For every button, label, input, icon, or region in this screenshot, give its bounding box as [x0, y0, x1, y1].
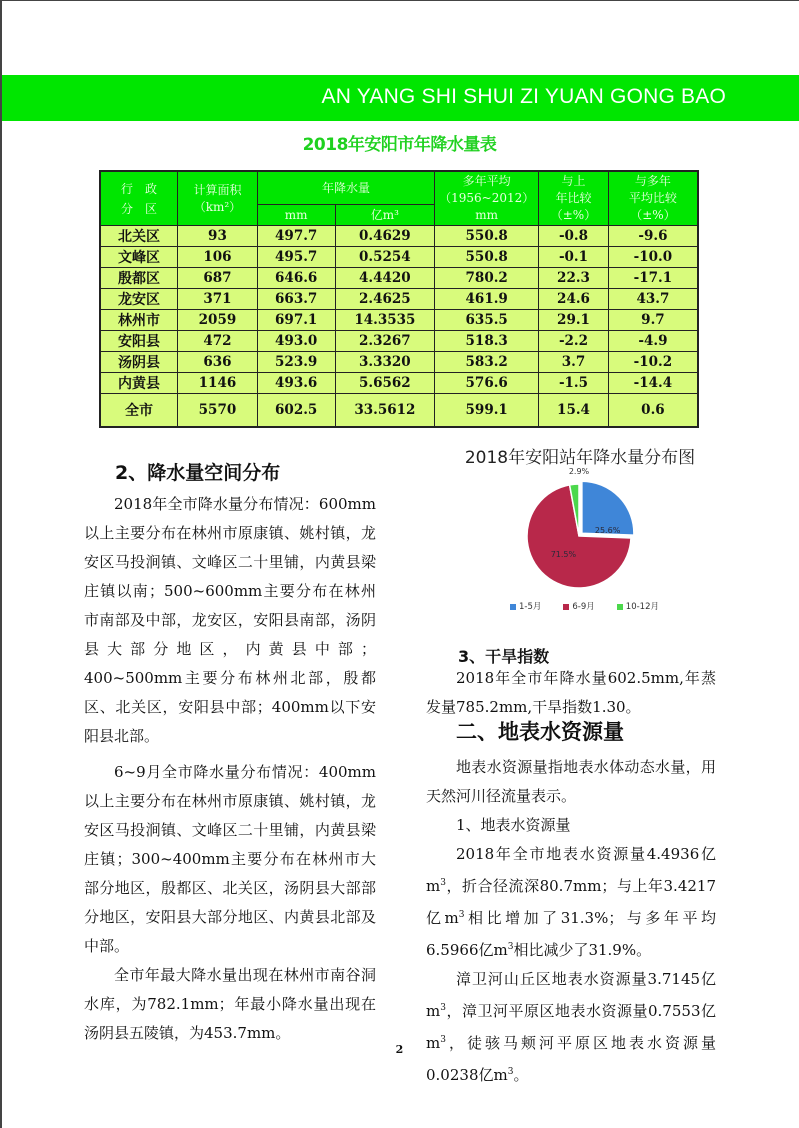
- cell-mm: 497.7: [257, 226, 335, 247]
- page-border-top: [0, 0, 799, 1]
- cell-prev: 24.6: [539, 289, 609, 310]
- subheading-surface-water: 1、地表水资源量: [456, 816, 571, 834]
- text-span: 漳卫河山丘区地表水资源量3.7145亿m: [426, 970, 716, 1020]
- header-region-line1: 行 政: [121, 181, 158, 196]
- superscript: 3: [507, 942, 514, 952]
- cell-prev: -0.1: [539, 247, 609, 268]
- left-body: [84, 490, 376, 1048]
- text-span: 相比减少了31.9%。: [513, 941, 652, 959]
- paragraph-surface-intro: 地表水资源量指地表水体动态水量，用天然河川径流量表示。: [426, 758, 716, 805]
- cell-vol: 4.4420: [335, 268, 435, 289]
- superscript: 3: [507, 1067, 514, 1077]
- cell-vol: 5.6562: [335, 373, 435, 394]
- cell-prev: -0.8: [539, 226, 609, 247]
- cell-name: 北关区: [100, 226, 178, 247]
- header-banner: [2, 75, 799, 121]
- pie-label: 71.5%: [550, 550, 577, 560]
- header-multi: [608, 171, 698, 226]
- cell-area: 2059: [178, 310, 258, 331]
- cell-prev: 22.3: [539, 268, 609, 289]
- cell-area: 93: [178, 226, 258, 247]
- pie-chart: [480, 465, 680, 600]
- precipitation-table: [99, 170, 699, 428]
- cell-mm: 602.5: [257, 394, 335, 428]
- cell-name: 文峰区: [100, 247, 178, 268]
- cell-multi: -14.4: [608, 373, 698, 394]
- header-prev: [539, 171, 609, 226]
- pie-label: 25.6%: [594, 525, 621, 535]
- cell-name: 林州市: [100, 310, 178, 331]
- cell-multi: -10.0: [608, 247, 698, 268]
- cell-vol: 14.3535: [335, 310, 435, 331]
- legend-label: 1-5月: [519, 602, 542, 612]
- header-rain: 年降水量: [257, 171, 434, 205]
- header-avg-line1: 多年平均: [462, 174, 511, 188]
- text-span: 。: [513, 1066, 529, 1084]
- legend-swatch: [563, 604, 569, 610]
- cell-avg: 583.2: [435, 352, 539, 373]
- cell-area: 5570: [178, 394, 258, 428]
- cell-multi: 0.6: [608, 394, 698, 428]
- table-row: [100, 352, 698, 373]
- cell-prev: 15.4: [539, 394, 609, 428]
- text-span: ，折合径流深80.7mm；与上年3.4217亿m: [426, 877, 716, 927]
- cell-vol: 3.3320: [335, 352, 435, 373]
- cell-vol: 2.4625: [335, 289, 435, 310]
- cell-name: 汤阴县: [100, 352, 178, 373]
- table-row: [100, 226, 698, 247]
- cell-area: 1146: [178, 373, 258, 394]
- cell-avg: 518.3: [435, 331, 539, 352]
- table-row: [100, 331, 698, 352]
- cell-area: 472: [178, 331, 258, 352]
- page-border-left: [0, 0, 2, 1128]
- header-avg: [435, 171, 539, 226]
- table-title: 2018年安阳市年降水量表: [302, 135, 497, 155]
- superscript: 3: [440, 1003, 446, 1013]
- cell-multi: 43.7: [608, 289, 698, 310]
- text-span: ，漳卫河平原区地表水资源量0.7553亿m: [426, 1002, 716, 1052]
- cell-vol: 0.4629: [335, 226, 435, 247]
- cell-prev: -1.5: [539, 373, 609, 394]
- superscript: 3: [440, 1035, 446, 1045]
- cell-multi: -10.2: [608, 352, 698, 373]
- chart-title: 2018年安阳站年降水量分布图: [464, 448, 696, 468]
- cell-avg: 550.8: [435, 226, 539, 247]
- legend-label: 10-12月: [625, 602, 659, 612]
- header-region: [100, 171, 178, 226]
- header-multi-line1: 与多年: [634, 174, 671, 188]
- text-span: 相比增加了31.3%；与多年平均6.5966亿m: [426, 909, 716, 959]
- cell-avg: 576.6: [435, 373, 539, 394]
- header-area-line2: （km²）: [193, 199, 242, 214]
- section-heading-surface-water: 二、地表水资源量: [456, 720, 624, 744]
- cell-name: 内黄县: [100, 373, 178, 394]
- superscript: 3: [458, 910, 465, 920]
- cell-area: 687: [178, 268, 258, 289]
- header-prev-line2: 年比较: [555, 191, 592, 205]
- cell-avg: 599.1: [435, 394, 539, 428]
- header-avg-line2: （1956~2012）: [439, 191, 535, 205]
- table-row-total: [100, 394, 698, 428]
- header-prev-line3: （±%）: [550, 208, 597, 222]
- cell-name: 全市: [100, 394, 178, 428]
- cell-avg: 461.9: [435, 289, 539, 310]
- paragraph-surface-zones: [426, 965, 716, 1090]
- legend-swatch: [617, 604, 623, 610]
- cell-avg: 550.8: [435, 247, 539, 268]
- cell-prev: -2.2: [539, 331, 609, 352]
- paragraph-summer-distribution: 6~9月全市降水量分布情况：400mm以上主要分布在林州市原康镇、姚村镇，龙安区马投涧镇、文峰区二十里铺，内黄县梁庄镇；300~400mm主要分布在林州市大部分地区，殷都区、北关区，汤阴县大部部分地区，安阳县大部分地区、内黄县北部及中部。: [84, 763, 376, 955]
- legend-label: 6-9月: [572, 602, 595, 612]
- header-multi-line3: （±%）: [630, 208, 676, 222]
- cell-mm: 493.6: [257, 373, 335, 394]
- cell-multi: -4.9: [608, 331, 698, 352]
- text-span: 2018年全市地表水资源量4.4936亿m: [426, 845, 716, 895]
- header-multi-line2: 平均比较: [628, 191, 677, 205]
- header-prev-line1: 与上: [561, 174, 586, 188]
- chart-legend: [510, 600, 659, 612]
- table-row: [100, 289, 698, 310]
- header-rain-mm: mm: [257, 205, 335, 226]
- text-span: ，徒骇马颊河平原区地表水资源量0.0238亿m: [426, 1034, 716, 1084]
- cell-multi: -9.6: [608, 226, 698, 247]
- surface-water-body: [426, 753, 716, 1090]
- cell-mm: 646.6: [257, 268, 335, 289]
- table-row: [100, 268, 698, 289]
- paragraph-surface-total: [426, 840, 716, 965]
- cell-name: 殷都区: [100, 268, 178, 289]
- pie-label: 2.9%: [568, 467, 590, 476]
- cell-vol: 33.5612: [335, 394, 435, 428]
- cell-area: 106: [178, 247, 258, 268]
- header-area: [178, 171, 258, 226]
- cell-vol: 0.5254: [335, 247, 435, 268]
- header-rain-vol: 亿m³: [335, 205, 435, 226]
- cell-mm: 697.1: [257, 310, 335, 331]
- cell-name: 安阳县: [100, 331, 178, 352]
- header-region-line2: 分 区: [121, 201, 158, 216]
- cell-mm: 663.7: [257, 289, 335, 310]
- page-number: 2: [395, 1043, 404, 1056]
- cell-area: 371: [178, 289, 258, 310]
- header-area-line1: 计算面积: [193, 182, 242, 197]
- cell-multi: -17.1: [608, 268, 698, 289]
- legend-item: [563, 600, 594, 612]
- cell-avg: 780.2: [435, 268, 539, 289]
- table-row: [100, 310, 698, 331]
- legend-item: [510, 600, 541, 612]
- cell-name: 龙安区: [100, 289, 178, 310]
- cell-avg: 635.5: [435, 310, 539, 331]
- header-avg-line3: mm: [475, 208, 499, 222]
- section-heading-spatial: 2、降水量空间分布: [115, 462, 281, 484]
- superscript: 3: [440, 878, 446, 888]
- cell-area: 636: [178, 352, 258, 373]
- table-header-row: [100, 171, 698, 205]
- paragraph-drought: 2018年全市年降水量602.5mm,年蒸发量785.2mm,干旱指数1.30。: [426, 669, 716, 716]
- paragraph-annual-distribution: 2018年全市降水量分布情况：600mm以上主要分布在林州市原康镇、姚村镇，龙安区马投涧镇、文峰区二十里铺，内黄县梁庄镇以南；500~600mm主要分布在林州市南部及中部，龙安区，安阳县南部，汤阴县大部分地区，内黄县中部；400~500mm主要分布林州北部，殷都区、北关区，安阳县中部；400mm以下安阳县北部。: [84, 495, 376, 745]
- section-heading-drought: 3、干旱指数: [458, 647, 550, 666]
- table-row: [100, 247, 698, 268]
- cell-vol: 2.3267: [335, 331, 435, 352]
- table-row: [100, 373, 698, 394]
- paragraph-extremes: 全市年最大降水量出现在林州市南谷洞水库，为782.1mm；年最小降水量出现在汤阴县五陵镇，为453.7mm。: [84, 966, 376, 1042]
- cell-prev: 3.7: [539, 352, 609, 373]
- cell-mm: 523.9: [257, 352, 335, 373]
- cell-multi: 9.7: [608, 310, 698, 331]
- cell-prev: 29.1: [539, 310, 609, 331]
- legend-item: [617, 600, 659, 612]
- cell-mm: 493.0: [257, 331, 335, 352]
- banner-title: AN YANG SHI SHUI ZI YUAN GONG BAO: [321, 85, 726, 108]
- legend-swatch: [510, 604, 516, 610]
- drought-paragraph: [426, 664, 716, 722]
- cell-mm: 495.7: [257, 247, 335, 268]
